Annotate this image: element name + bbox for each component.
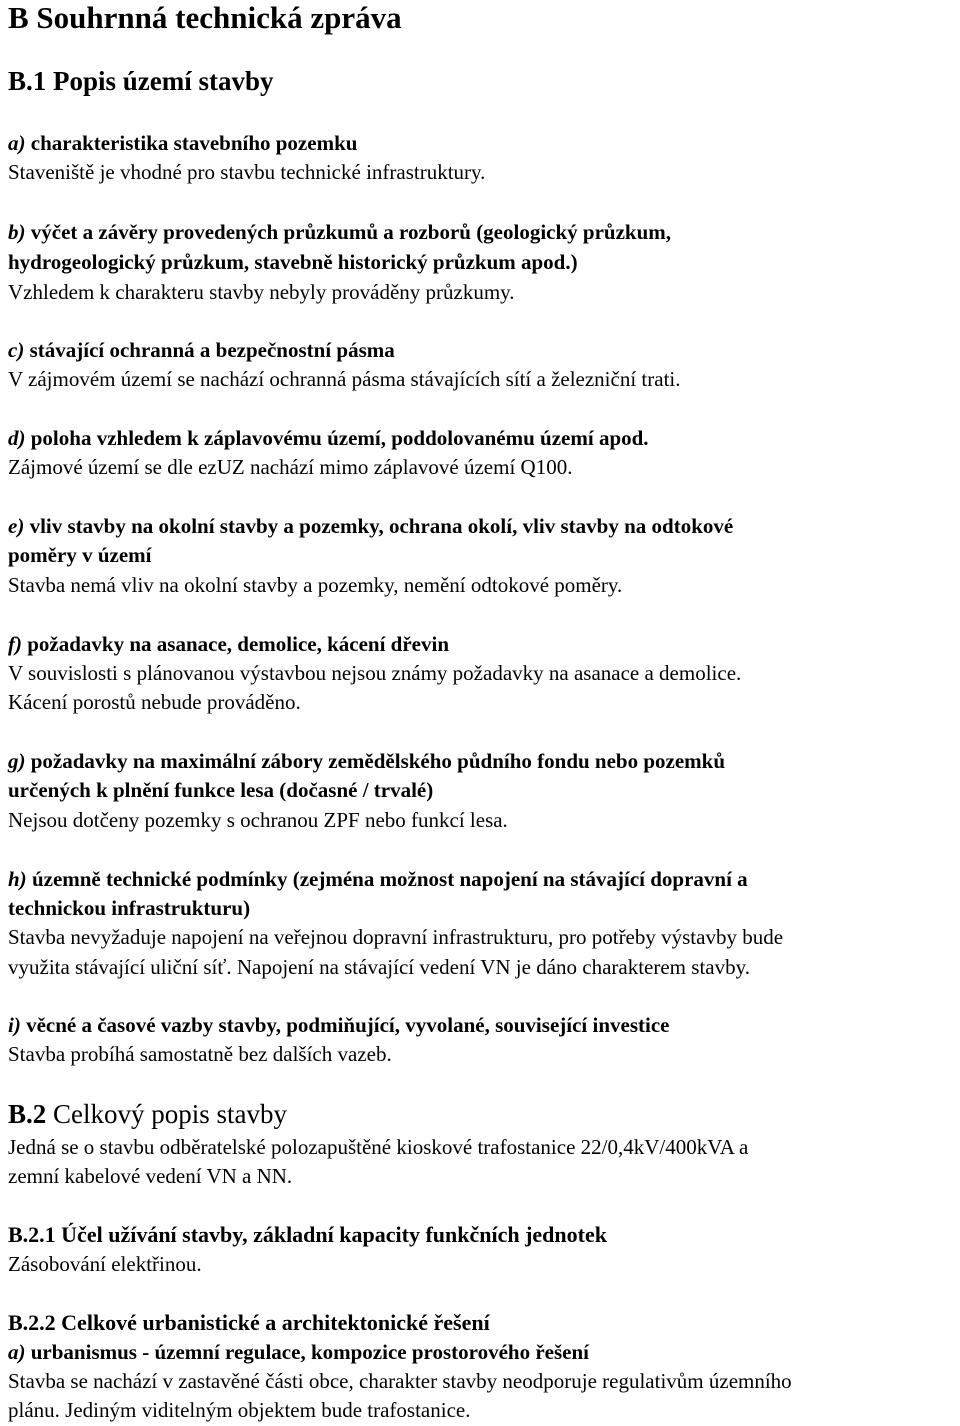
section-c-letter: c) [8,338,25,362]
section-b2-body-line2: zemní kabelové vedení VN a NN. [8,1164,293,1188]
section-d-heading [8,423,649,453]
section-i-heading-text: věcné a časové vazby stavby, podmiňující, vyvolané, související investice [20,1013,670,1037]
section-g-body: Nejsou dotčeny pozemky s ochranou ZPF nebo funkcí lesa. [8,808,508,832]
section-g-heading-line2: určených k plnění funkce lesa (dočasné / trvalé) [8,778,434,802]
section-g-heading-text: požadavky na maximální zábory zemědělského půdního fondu nebo pozemků [25,749,726,773]
section-b-letter: b) [8,220,26,244]
section-a-heading [8,128,357,158]
section-i-letter: i) [8,1013,21,1037]
section-h-body-line1: Stavba nevyžaduje napojení na veřejnou dopravní infrastrukturu, pro potřeby výstavby bude [8,925,784,949]
section-d-letter: d) [8,426,26,450]
section-a-heading-text: charakteristika stavebního pozemku [25,131,358,155]
section-b21-body: Zásobování elektřinou. [8,1252,202,1276]
section-a-letter: a) [8,131,26,155]
section-e-letter: e) [8,514,25,538]
section-f-body-line2: Kácení porostů nebude prováděno. [8,690,301,714]
section-b-body: Vzhledem k charakteru stavby nebyly prováděny průzkumy. [8,280,515,304]
section-b22-heading: B.2.2 Celkové urbanistické a architektonické řešení [8,1310,490,1335]
document-title: B Souhrnná technická zpráva [8,0,402,35]
section-b1-heading: B.1 Popis území stavby [8,66,274,96]
section-c-heading-text: stávající ochranná a bezpečnostní pásma [24,338,395,362]
section-a-body: Staveniště je vhodné pro stavbu technické infrastruktury. [8,160,486,184]
section-b-heading [8,217,671,247]
section-i-heading [8,1010,669,1040]
section-d-body: Zájmové území se dle ezUZ nachází mimo záplavové území Q100. [8,455,573,479]
section-e-body: Stavba nemá vliv na okolní stavby a pozemky, nemění odtokové poměry. [8,573,623,597]
section-h-heading [8,864,748,894]
section-b22-sub-letter: a) [8,1340,26,1364]
section-b2-heading [8,1097,287,1133]
section-h-body-line2: využita stávající uliční síť. Napojení na stávající vedení VN je dáno charakterem stavby. [8,955,750,979]
section-h-heading-line2: technickou infrastrukturu) [8,896,251,920]
section-b2-heading-num: B.2 [8,1099,47,1129]
section-f-heading-text: požadavky na asanace, demolice, kácení dřevin [22,632,450,656]
section-g-letter: g) [8,749,26,773]
section-g-heading [8,746,725,776]
section-b22-body-line1: Stavba se nachází v zastavěné části obce, charakter stavby neodporuje regulativům územního [8,1369,792,1393]
section-i-body: Stavba probíhá samostatně bez dalších vazeb. [8,1042,392,1066]
section-f-body-line1: V souvislosti s plánovanou výstavbou nejsou známy požadavky na asanace a demolice. [8,661,742,685]
section-c-body: V zájmovém území se nachází ochranná pásma stávajících sítí a železniční trati. [8,367,681,391]
section-b-heading-text: výčet a závěry provedených průzkumů a rozborů (geologický průzkum, [25,220,672,244]
section-b21-heading: B.2.1 Účel užívání stavby, základní kapacity funkčních jednotek [8,1222,607,1247]
section-f-heading [8,629,449,659]
section-b-heading-line2: hydrogeologický průzkum, stavebně historický průzkum apod.) [8,250,578,274]
section-h-letter: h) [8,867,27,891]
section-b22-body-line2: plánu. Jediným viditelným objektem bude trafostanice. [8,1398,471,1422]
section-c-heading [8,335,395,365]
section-h-heading-text: územně technické podmínky (zejména možnost napojení na stávající dopravní a [26,867,748,891]
section-e-heading-line2: poměry v území [8,543,152,567]
section-e-heading-text: vliv stavby na okolní stavby a pozemky, ochrana okolí, vliv stavby na odtokové [24,514,734,538]
section-e-heading [8,511,733,541]
section-d-heading-text: poloha vzhledem k záplavovému území, poddolovanému území apod. [25,426,649,450]
section-b2-body-line1: Jedná se o stavbu odběratelské polozapuštěné kioskové trafostanice 22/0,4kV/400kVA a [8,1135,749,1159]
section-b22-subheading [8,1337,589,1367]
section-b22-sub-heading-text: urbanismus - územní regulace, kompozice prostorového řešení [25,1340,589,1364]
section-b2-heading-text: Celkový popis stavby [46,1099,288,1129]
section-f-letter: f) [8,632,22,656]
